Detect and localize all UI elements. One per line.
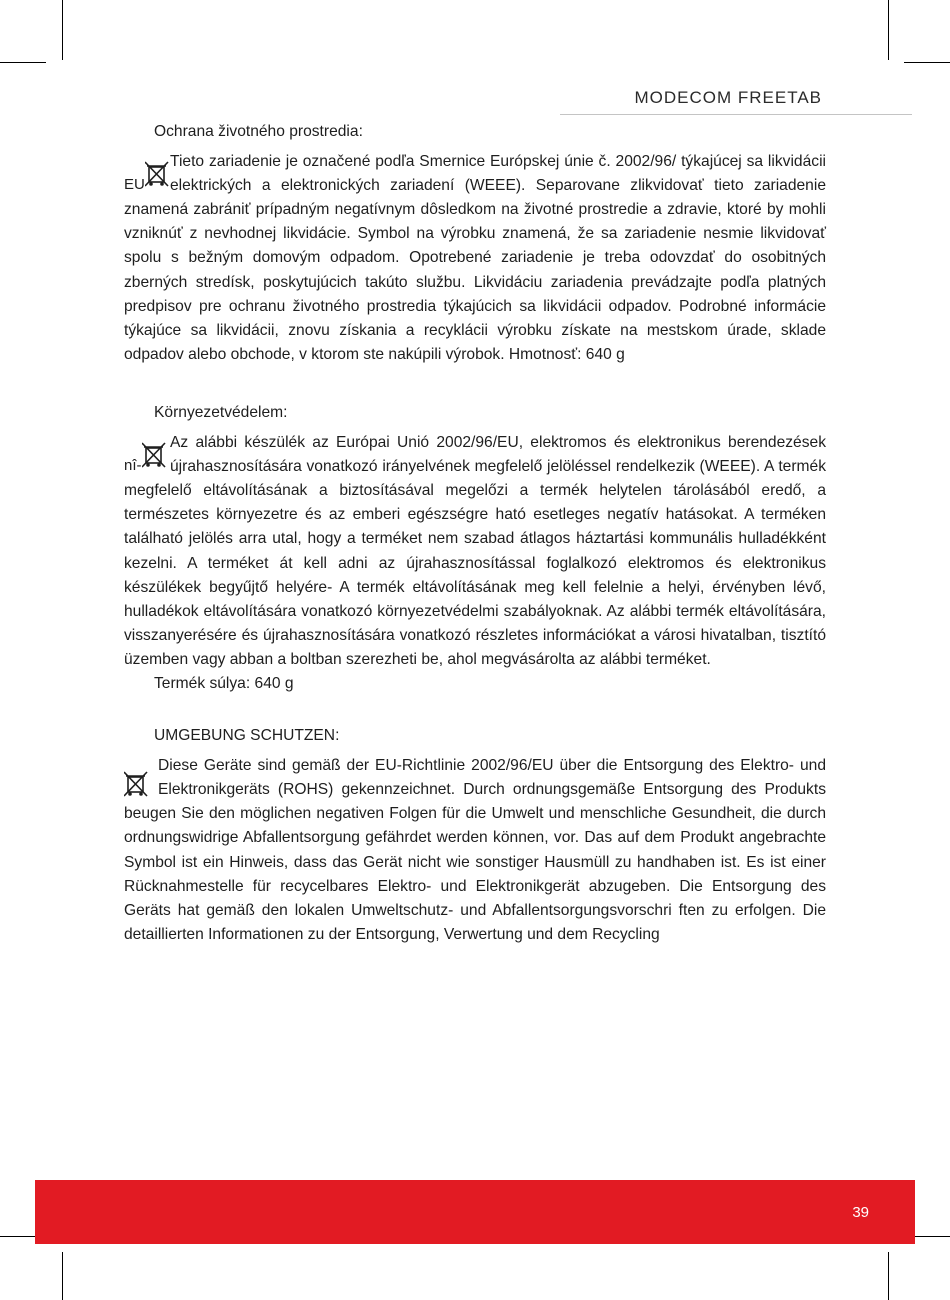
- product-weight: Termék súlya: 640 g: [154, 674, 294, 692]
- crop-mark: [62, 0, 63, 60]
- crop-mark: [0, 62, 46, 63]
- running-header: MODECOM FREETAB: [634, 88, 822, 107]
- section-title: Ochrana životného prostredia:: [154, 123, 363, 140]
- weee-symbol: [124, 433, 166, 479]
- symbol-prefix: nî-: [124, 457, 142, 475]
- section-body: Tieto zariadenie je označené podľa Smernice Európskej únie č. 2002/96/ týkajúcej sa likvidácii elektrických a elektronických zariadení (WEEE). Separovane zlikvidovať tieto zariadenie znamená zabrániť prípadným negatívnym dôsledkom na životné prostredie a zdravie, ktoré by mohli vzniknúť z nevhodnej likvidácie. Symbol na výrobku znamená, že sa zariadenie nesmie likvidovať spolu s bežným domovým odpadom. Opotrebené zariadenie je treba odovzdať do osobitných zberných stredísk, poskytujúcich takúto službu. Likvidáciu zariadenia prevádzajte podľa platných predpisov pre ochranu životného prostredia týkajúcich sa likvidácii odpadov. Podrobné informácie týkajúce sa likvidácii, znovu získania a recyklácii výrobku získate na mestskom úrade, sklade odpadov alebo obchode, v ktorom ste nakúpili výrobok. Hmotnosť: 640 g: [124, 153, 826, 363]
- section-hungarian: [124, 401, 826, 696]
- page-content: [124, 120, 826, 947]
- section-text: [124, 754, 826, 947]
- footer-bar: [35, 1180, 915, 1244]
- section-title: UMGEBUNG SCHUTZEN:: [154, 727, 340, 745]
- crossed-out-wheelie-bin-icon: [124, 770, 148, 798]
- section-body: Az alábbi készülék az Európai Unió 2002/96/EU, elektromos és elektronikus berendezések újrahasznosítására vonatkozó irányelvének megfelelő jelöléssel rendelkezik (WEEE). A termék megfelelő eltávolításának a biztosításával megelőzi a termék helytelen tárolásából eredő, a természetes környezetre és az emberi egészségre ható esetleges negatív hatásokat. A terméken található jelölés arra utal, hogy a terméket nem szabad átlagos háztartási kommunális hulladékként kezelni. A terméket át kell adni az újrahasznosítással foglalkozó elektromos és elektronikus készülékek begyűjtő helyére- A termék eltávolításának meg kell felelnie a helyi, érvényben lévő, hulladékok eltávolítására vonatkozó környezetvédelmi szabályoknak. Az alábbi termék eltávolítására, visszanyerésére és újrahasznosítására vonatkozó részletes információkat a városi hivatalban, tisztító üzemben vagy abban a boltban szerezheti be, ahol megvásárolta az alábbi terméket.: [124, 434, 826, 668]
- crossed-out-wheelie-bin-icon: [142, 441, 166, 469]
- symbol-prefix: EU: [124, 176, 145, 194]
- weee-symbol: [124, 152, 166, 198]
- section-text: [124, 431, 826, 672]
- crop-mark: [888, 0, 889, 60]
- weee-symbol: [124, 756, 154, 802]
- crop-mark: [904, 62, 950, 63]
- section-slovak: [124, 120, 826, 367]
- crop-mark: [62, 1252, 63, 1300]
- header-rule: [560, 114, 912, 115]
- section-text: [124, 150, 826, 367]
- section-title: Környezetvédelem:: [154, 403, 288, 421]
- crop-mark: [888, 1252, 889, 1300]
- page-number: 39: [852, 1204, 869, 1221]
- section-german: [124, 724, 826, 947]
- crossed-out-wheelie-bin-icon: [145, 160, 169, 188]
- section-body: Diese Geräte sind gemäß der EU-Richtlinie 2002/96/EU über die Entsorgung des Elektro- und Elektronikgeräts (ROHS) gekennzeichnet. Durch ordnungsgemäße Entsorgung des Produkts beugen Sie den möglichen negativen Folgen für die Umwelt und menschliche Gesundheit, die durch ordnungswidrige Abfallentsorgung gefährdet werden können, vor. Das auf dem Produkt angebrachte Symbol ist ein Hinweis, dass das Gerät nicht wie sonstiger Hausmüll zu handhaben ist. Es ist einer Rücknahmestelle für recycelbares Elektro- und Elektronikgerät abzugeben. Die Entsorgung des Geräts hat gemäß den lokalen Umweltschutz- und Abfallentsorgungsvorschri ften zu erfolgen. Die detaillierten Informationen zu der Entsorgung, Verwertung und dem Recycling: [124, 757, 826, 943]
